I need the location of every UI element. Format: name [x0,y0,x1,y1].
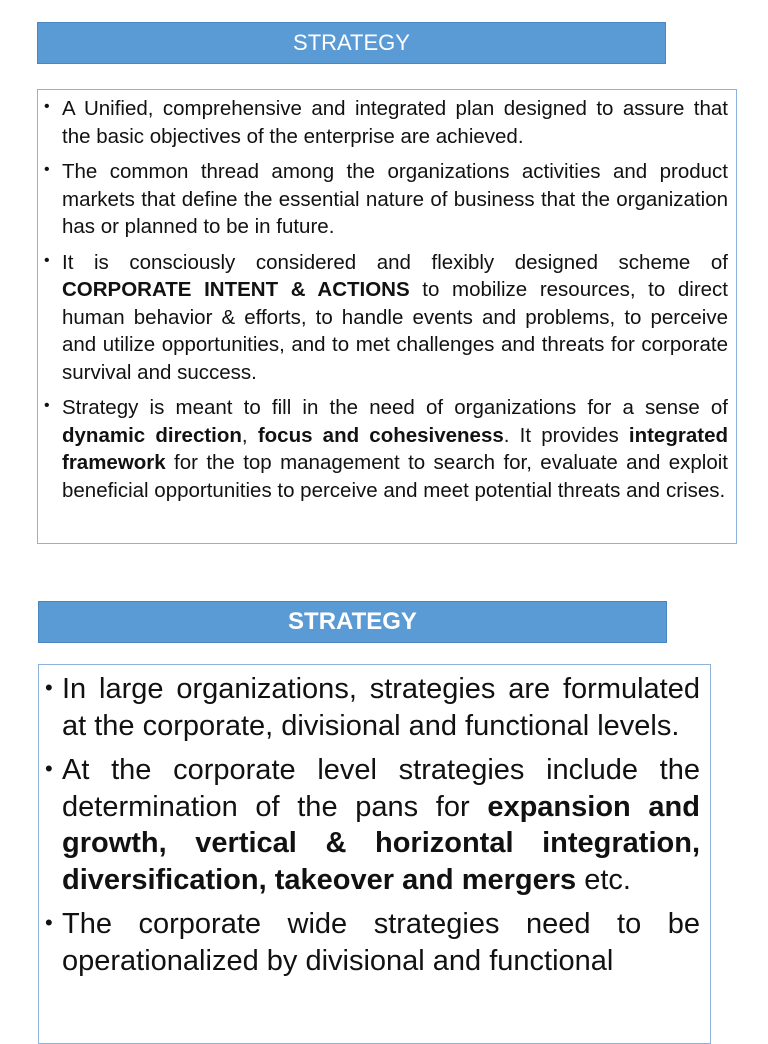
slide1-bullet-1 [44,95,728,150]
bullet-dot-icon: • [44,251,50,269]
slide1-bullet-3 [44,249,728,387]
bullet-text: It is consciously considered and flexibly designed scheme of [62,250,728,274]
slide2-bullet-3 [45,906,700,979]
bullet-dot-icon: • [45,675,53,700]
bullet-text: to mobilize resources, to direct human behavior & efforts, to handle events and problems, to perceive and utilize opportunities, and to met challenges and threats for corporate survival and success. [62,278,729,384]
bullet-emphasis: focus and cohesiveness [257,423,504,447]
bullet-dot-icon: • [44,397,50,414]
bullet-dot-icon: • [45,756,53,781]
bullet-dot-icon: • [45,910,53,935]
bullet-text: etc. [576,863,631,896]
bullet-dot-icon: • [44,98,50,115]
slide2-content-box [38,664,711,1044]
slide1-bullet-4 [44,394,728,504]
slide2-title-bar [38,601,667,643]
slide1-bullet-2 [44,158,728,241]
slide2-bullet-2 [45,752,700,898]
bullet-emphasis: expansion and growth, vertical & horizontal integration, diversification, takeover and mergers [62,790,700,896]
slide1-content-box [37,89,737,544]
bullet-text: In large organizations, strategies are formulated at the corporate, divisional and functional levels. [62,673,700,742]
bullet-emphasis: dynamic direction [62,423,242,447]
bullet-text: The corporate wide strategies need to be operationalized by divisional and functional [62,908,700,977]
bullet-text: At the corporate level strategies include the determination of the pans for [62,754,700,823]
slide1-bullet-list [44,95,728,504]
bullet-text: . It provides [503,423,629,447]
bullet-text: The common thread among the organizations activities and product markets that define the essential nature of business that the organization has or planned to be in future. [62,160,728,238]
slide1-title: STRATEGY [293,30,410,55]
slide2-title: STRATEGY [288,608,417,635]
bullet-emphasis: integrated framework [62,423,728,474]
slide2-bullet-1 [45,671,700,744]
slide1-title-bar [37,22,666,64]
slide2-bullet-list [45,671,700,979]
bullet-text: Strategy is meant to fill in the need of organizations for a sense of [62,396,728,419]
bullet-text: , [241,423,258,447]
bullet-dot-icon: • [44,161,50,178]
bullet-emphasis: CORPORATE INTENT & ACTIONS [62,278,410,301]
bullet-text: for the top management to search for, evaluate and exploit beneficial opportunities to perceive and meet potential threats and crises. [62,451,728,502]
bullet-text: A Unified, comprehensive and integrated plan designed to assure that the basic objectives of the enterprise are achieved. [62,97,728,148]
